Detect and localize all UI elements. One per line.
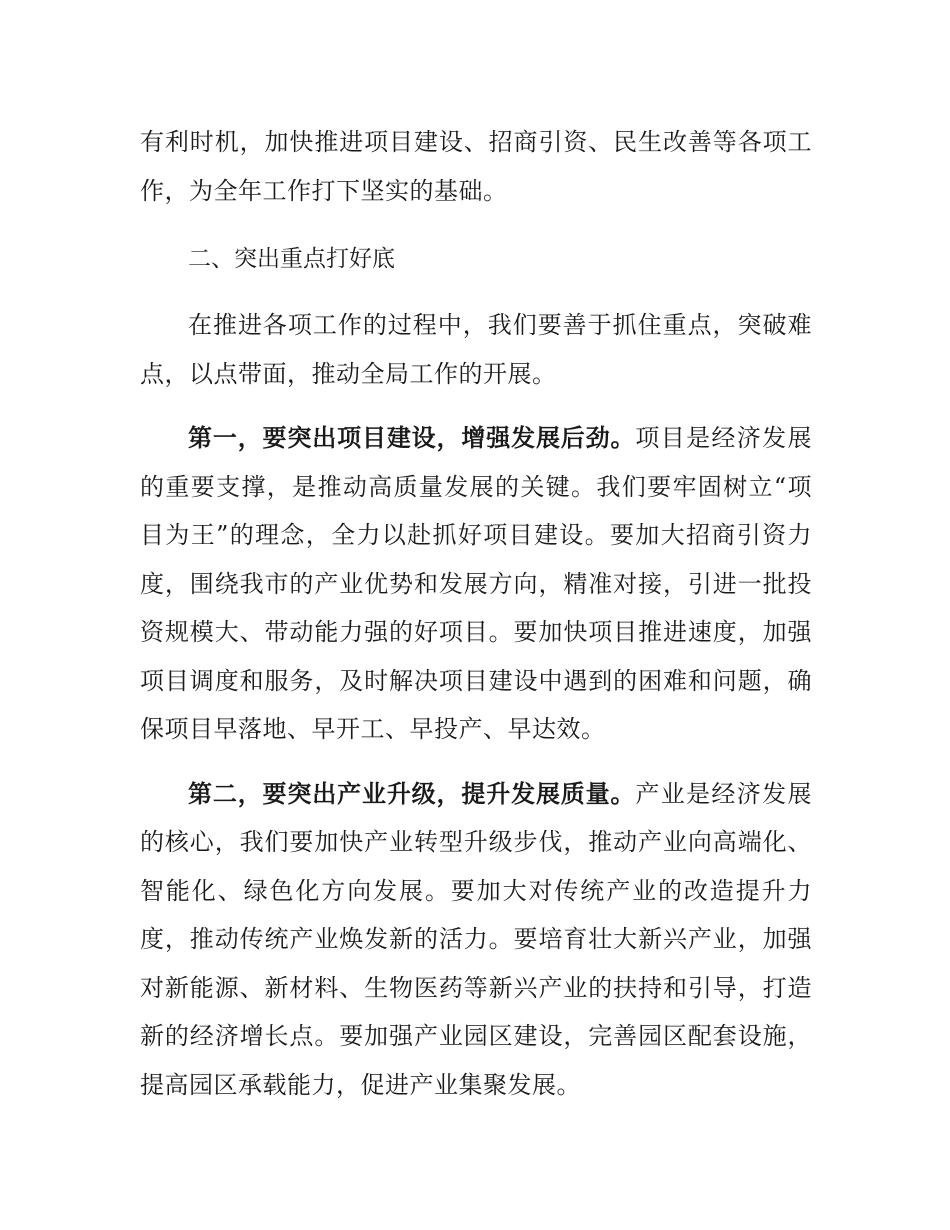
second-point-body: 产业是经济发展的核心，我们要加快产业转型升级步伐，推动产业向高端化、智能化、绿色化方向发展。要加大对传统产业的改造提升力度，推动传统产业焕发新的活力。要培育壮大新兴产业，加强对新能源、新材料、生物医药等新兴产业的扶持和引导，打造新的经济增长点。要加强产业园区建设，完善园区配套设施，提高园区承载能力，促进产业集聚发展。 — [140, 779, 812, 1099]
second-point-lead: 第二，要突出产业升级，提升发展质量。 — [188, 779, 636, 808]
paragraph-continuation: 有利时机，加快推进项目建设、招商引资、民生改善等各项工作，为全年工作打下坚实的基础。 — [140, 128, 812, 205]
paragraph-first-point — [140, 414, 812, 754]
document-page — [140, 118, 812, 1109]
section-heading: 二、突出重点打好底 — [188, 246, 395, 272]
first-point-lead: 第一，要突出项目建设，增强发展后劲。 — [188, 424, 636, 452]
paragraph-intro: 在推进各项工作的过程中，我们要善于抓住重点，突破难点，以点带面，推动全局工作的开展。 — [140, 311, 812, 388]
paragraph-second-point — [140, 770, 812, 1110]
first-point-body: 项目是经济发展的重要支撑，是推动高质量发展的关键。我们要牢固树立“项目为王”的理念，全力以赴抓好项目建设。要加大招商引资力度，围绕我市的产业优势和发展方向，精准对接，引进一批投资规模大、带动能力强的好项目。要加快项目推进速度，加强项目调度和服务，及时解决项目建设中遇到的困难和问题，确保项目早落地、早开工、早投产、早达效。 — [140, 424, 812, 743]
